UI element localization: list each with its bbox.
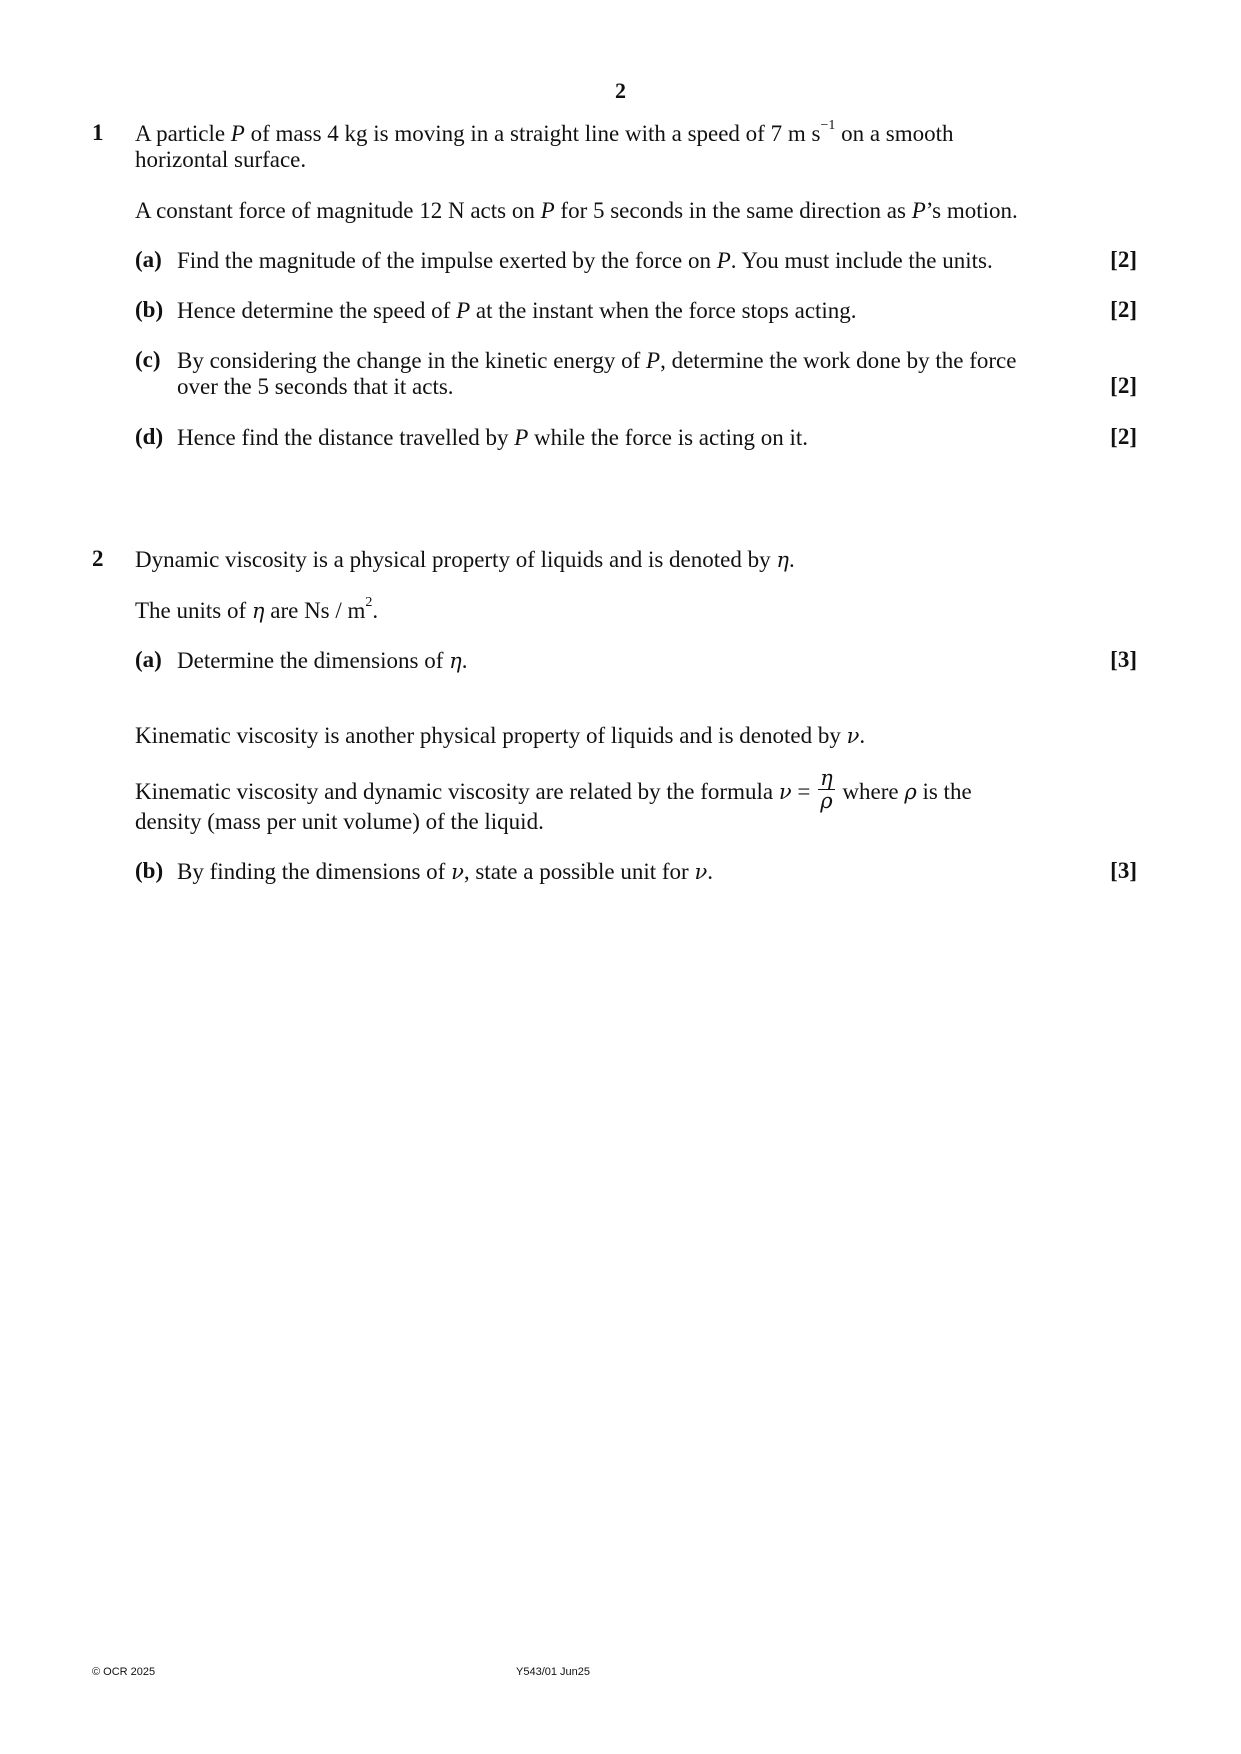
- question-2b-label: (b): [135, 858, 164, 883]
- question-1c-label: (c): [135, 347, 161, 372]
- question-1-intro-line2: horizontal surface.: [135, 147, 307, 172]
- question-1-number: 1: [92, 120, 104, 145]
- question-1-intro-line1: A particle P of mass 4 kg is moving in a straight line with a speed of 7 m $s^{-1}$ on a smooth: [135, 118, 954, 146]
- question-1d-marks: [2]: [1110, 424, 1137, 449]
- question-1b-label: (b): [135, 297, 164, 322]
- question-2-formula-line2: density (mass per unit volume) of the liquid.: [135, 809, 544, 834]
- eta-over-rho-fraction: $\frac{\eta}{\rho}$: [820, 766, 833, 813]
- question-2a-label: (a): [135, 647, 162, 672]
- question-1b-marks: [2]: [1110, 297, 1137, 322]
- question-1a-label: (a): [135, 247, 162, 272]
- question-2a-marks: [3]: [1110, 647, 1137, 672]
- eta-symbol: η: [251, 599, 265, 623]
- nu-symbol: ν: [451, 860, 464, 884]
- question-1b-text: Hence determine the speed of P at the instant when the force stops acting.: [177, 298, 857, 323]
- nu-symbol: ν: [778, 779, 792, 804]
- question-2b-text: By finding the dimensions of ν, state a possible unit for ν.: [177, 859, 713, 884]
- question-2-formula-line1: Kinematic viscosity and dynamic viscosity are related by the formula ν = $\frac{\eta}{\rho}$ where ρ is the: [135, 766, 972, 813]
- question-1c-text-line1: By considering the change in the kinetic energy of P, determine the work done by the force: [177, 348, 1017, 373]
- question-1a-text: Find the magnitude of the impulse exerted by the force on P. You must include the units.: [177, 248, 993, 273]
- question-1d-label: (d): [135, 424, 164, 449]
- footer-copyright: © OCR 2025: [92, 1666, 156, 1678]
- question-2-intro: Dynamic viscosity is a physical property of liquids and is denoted by η.: [135, 547, 795, 572]
- question-1a-marks: [2]: [1110, 247, 1137, 272]
- question-2-number: 2: [92, 546, 104, 571]
- question-1d-text: Hence find the distance travelled by P while the force is acting on it.: [177, 425, 809, 450]
- eta-symbol: η: [776, 548, 789, 572]
- question-2-units: The units of η are Ns / $m^2$.: [135, 595, 379, 623]
- question-2a-text: Determine the dimensions of η.: [177, 648, 468, 673]
- question-1c-marks: [2]: [1110, 373, 1137, 398]
- nu-symbol: ν: [694, 860, 708, 884]
- question-2b-marks: [3]: [1110, 858, 1137, 883]
- eta-symbol: η: [449, 649, 462, 673]
- footer-paper-code: Y543/01 Jun25: [516, 1666, 591, 1678]
- nu-symbol: ν: [846, 724, 860, 748]
- rho-symbol: ρ: [904, 779, 917, 804]
- question-1c-text-line2: over the 5 seconds that it acts.: [177, 374, 454, 399]
- question-2-kinematic-intro: Kinematic viscosity is another physical property of liquids and is denoted by ν.: [135, 723, 866, 748]
- question-1-stem: A constant force of magnitude 12 N acts on P for 5 seconds in the same direction as P’s motion.: [135, 198, 1018, 223]
- page-number: 2: [615, 78, 626, 103]
